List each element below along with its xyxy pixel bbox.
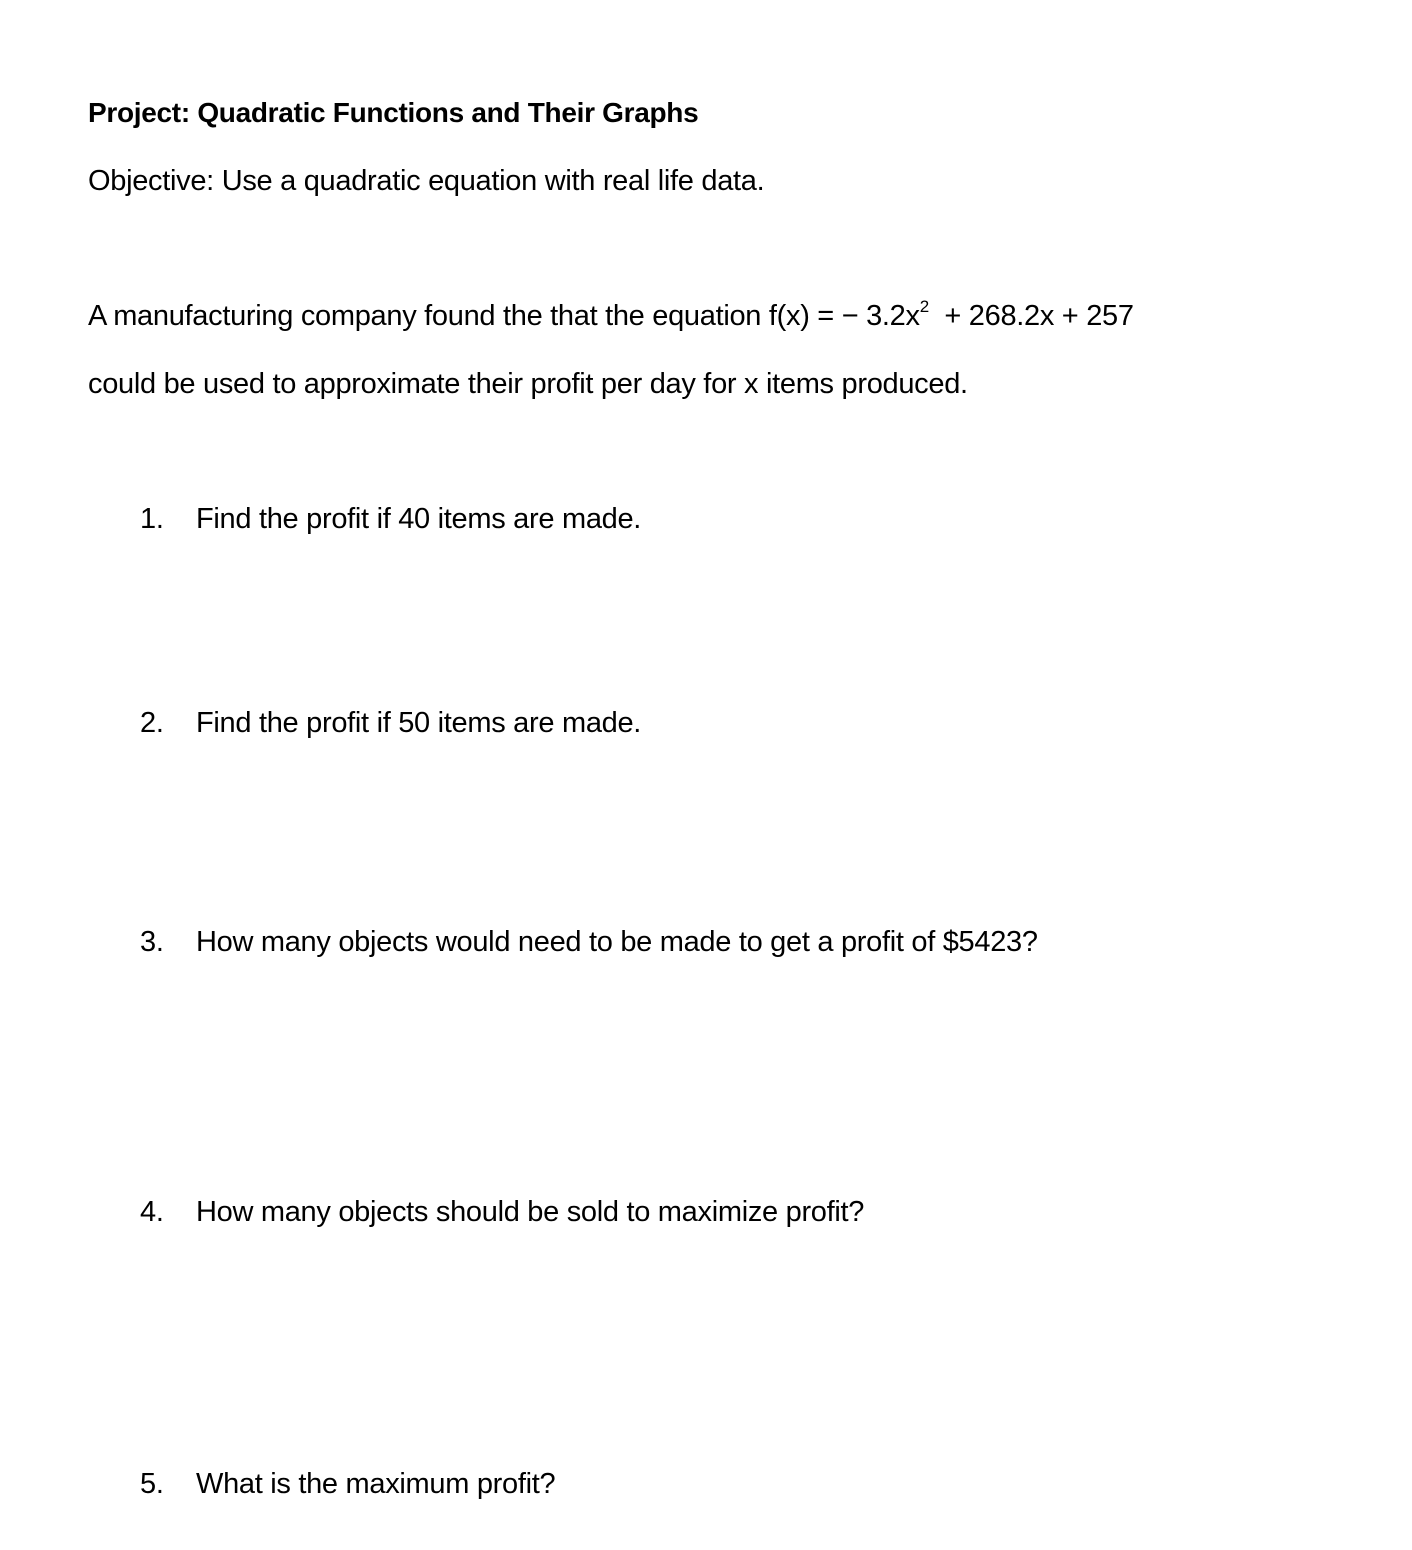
question-number: 3. <box>140 926 164 958</box>
question-text: What is the maximum profit? <box>196 1468 556 1500</box>
question-text: Find the profit if 50 items are made. <box>196 707 642 739</box>
question-number: 2. <box>140 707 164 739</box>
question-item <box>140 501 641 537</box>
intro-text-before: A manufacturing company found the that the equation f(x) = − 3.2x <box>88 300 920 332</box>
question-text: Find the profit if 40 items are made. <box>196 503 642 535</box>
intro-text-after: + 268.2x + 257 <box>928 300 1134 332</box>
question-number: 4. <box>140 1196 164 1228</box>
intro-line-2: could be used to approximate their profit per day for x items produced. <box>88 368 968 400</box>
page-title: Project: Quadratic Functions and Their Graphs <box>88 97 699 128</box>
question-text: How many objects would need to be made to get a profit of $5423? <box>196 926 1038 958</box>
question-item <box>140 924 1038 960</box>
question-number: 1. <box>140 503 164 535</box>
question-number: 5. <box>140 1468 164 1500</box>
objective-text: Objective: Use a quadratic equation with real life data. <box>88 165 765 197</box>
question-item <box>140 1194 864 1230</box>
intro-equation-line <box>88 298 1134 334</box>
question-item <box>140 705 641 741</box>
exponent: 2 <box>919 297 929 316</box>
question-item <box>140 1466 555 1502</box>
question-text: How many objects should be sold to maximize profit? <box>196 1196 865 1228</box>
